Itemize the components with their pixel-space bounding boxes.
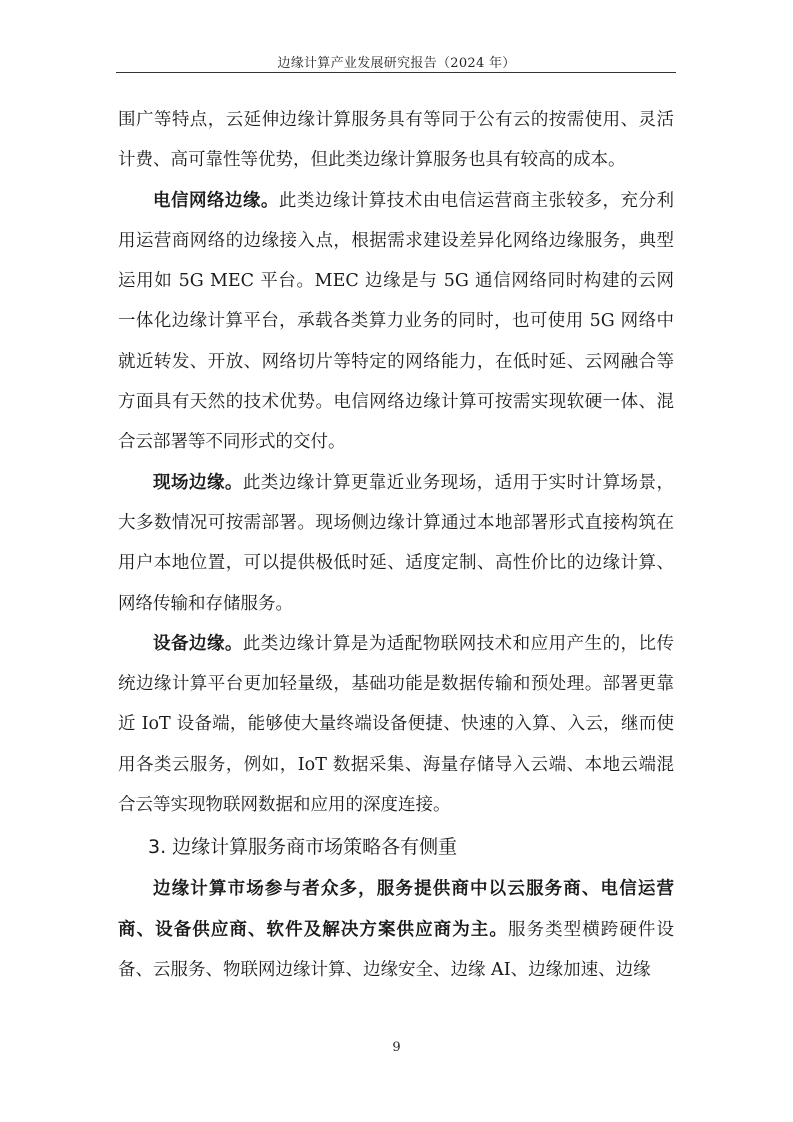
paragraph-text-onsite-edge: 此类边缘计算更靠近业务现场，适用于实时计算场景，大多数情况可按需部署。现场侧边缘计算通过本地部署形式直接构筑在用户本地位置，可以提供极低时延、适度定制、高性价比的边缘计算、网络传输和存储服务。 <box>118 472 675 614</box>
paragraph-lead-market-participants: 边缘计算市场参与者众多，服务提供商中以云服务商、电信运营商、设备供应商、软件及解决方案供应商为主。 <box>118 879 674 940</box>
paragraph-lead-telecom-edge: 电信网络边缘。 <box>153 190 279 211</box>
paragraph-continuation: 围广等特点，云延伸边缘计算服务具有等同于公有云的按需使用、灵活计费、高可靠性等优势，但此类边缘计算服务也具有较高的成本。 <box>118 110 674 171</box>
header-rule <box>116 72 676 73</box>
paragraph-lead-onsite-edge: 现场边缘。 <box>153 472 243 493</box>
section-heading: 3. 边缘计算服务商市场策略各有侧重 <box>148 836 458 859</box>
paragraph-onsite-edge <box>118 463 674 624</box>
page-body <box>118 100 674 990</box>
paragraph-telecom-edge <box>118 181 674 463</box>
paragraph-market-participants <box>118 869 674 990</box>
paragraph-device-edge <box>118 624 674 825</box>
running-header: 边缘计算产业发展研究报告（2024 年） <box>277 56 516 71</box>
paragraph-text-device-edge: 此类边缘计算是为适配物联网技术和应用产生的，比传统边缘计算平台更加轻量级，基础功能是数据传输和预处理。部署更靠近 IoT 设备端，能够使大量终端设备便捷、快速的入算、入云，继而使用各类云服务，例如，IoT 数据采集、海量存储导入云端、本地云端混合云等实现物联网数据和应用的深度连接。 <box>118 633 675 816</box>
paragraph-text-market-participants: 服务类型横跨硬件设备、云服务、物联网边缘计算、边缘安全、边缘 AI、边缘加速、边缘 <box>118 919 675 980</box>
page-number: 9 <box>392 1040 401 1055</box>
paragraph-text-telecom-edge: 此类边缘计算技术由电信运营商主张较多，充分利用运营商网络的边缘接入点，根据需求建设差异化网络边缘服务，典型运用如 5G MEC 平台。MEC 边缘是与 5G 通信网络同时构建的云网一体化边缘计算平台，承载各类算力业务的同时，也可使用 5G 网络中就近转发、开放、网络切片等特定的网络能力，在低时延、云网融合等方面具有天然的技术优势。电信网络边缘计算可按需实现软硬一体、混合云部署等不同形式的交付。 <box>118 190 674 453</box>
paragraph-lead-device-edge: 设备边缘。 <box>153 633 243 654</box>
